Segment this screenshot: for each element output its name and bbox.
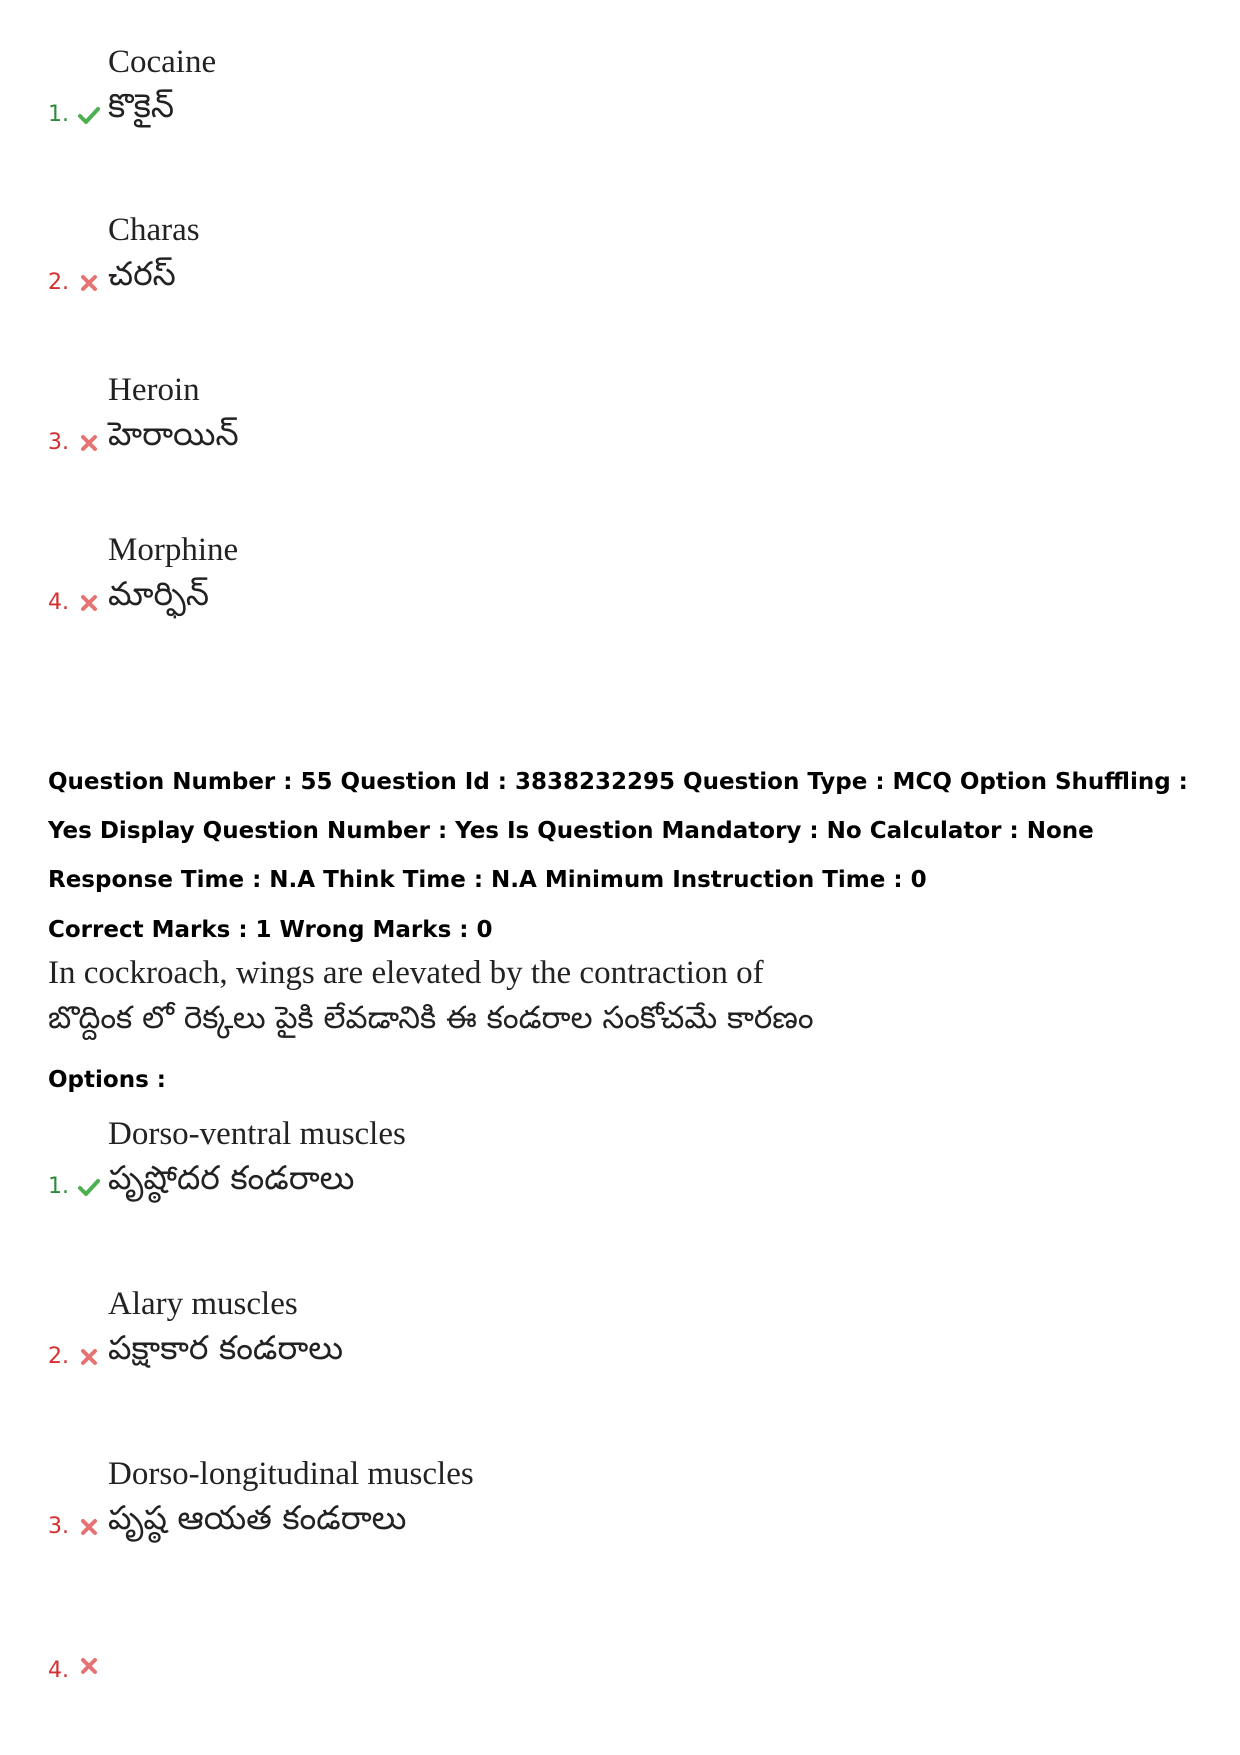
question-text-te: బొద్దింక లో రెక్కలు పైకి లేవడానికి ఈ కండరాల సంకోచమే కారణం (48, 1000, 814, 1036)
option-text-te: పృష్ఠ ఆయత కండరాలు (108, 1498, 407, 1537)
option-text-te: చరస్ (108, 254, 176, 293)
check-icon (78, 1176, 100, 1198)
cross-icon (78, 1346, 100, 1368)
cross-icon (78, 592, 100, 614)
option-number: 3. (48, 430, 69, 455)
option-number: 3. (48, 1514, 69, 1539)
question-metadata: Question Number : 55 Question Id : 3838232295 Question Type : MCQ Option Shuffling : Yes Display Question Number : Yes Is Question Mandatory : No Calculator : None Response Time : N.A Think Time : N.A Minimum Instruction Time : 0 (48, 769, 1188, 893)
option-number: 1. (48, 102, 69, 127)
option-text-en: Dorso-ventral muscles (108, 1116, 406, 1152)
option-text-en: Cocaine (108, 44, 217, 80)
option-text-te: పక్షాకార కండరాలు (108, 1328, 344, 1367)
option-number: 4. (48, 1658, 69, 1683)
option-text-te: మార్ఫిన్ (108, 574, 209, 613)
options-label: Options : (48, 1067, 166, 1093)
cross-icon (78, 272, 100, 294)
option-text-te: కొకైన్ (108, 86, 175, 125)
option-text-en: Charas (108, 212, 200, 248)
cross-icon (78, 432, 100, 454)
option-text-en: Heroin (108, 372, 200, 408)
question-text-en: In cockroach, wings are elevated by the contraction of (48, 955, 764, 991)
cross-icon (78, 1516, 100, 1538)
check-icon (78, 104, 100, 126)
cross-icon (78, 1655, 100, 1677)
option-text-en: Dorso-longitudinal muscles (108, 1456, 474, 1492)
option-number: 1. (48, 1174, 69, 1199)
option-number: 2. (48, 1344, 69, 1369)
option-text-en: Alary muscles (108, 1286, 298, 1322)
option-text-en: Morphine (108, 532, 239, 568)
option-number: 2. (48, 270, 69, 295)
option-text-te: పృష్ఠోదర కండరాలు (108, 1158, 355, 1197)
option-number: 4. (48, 590, 69, 615)
question-marks: Correct Marks : 1 Wrong Marks : 0 (48, 917, 493, 943)
option-text-te: హెరాయిన్ (108, 414, 239, 453)
